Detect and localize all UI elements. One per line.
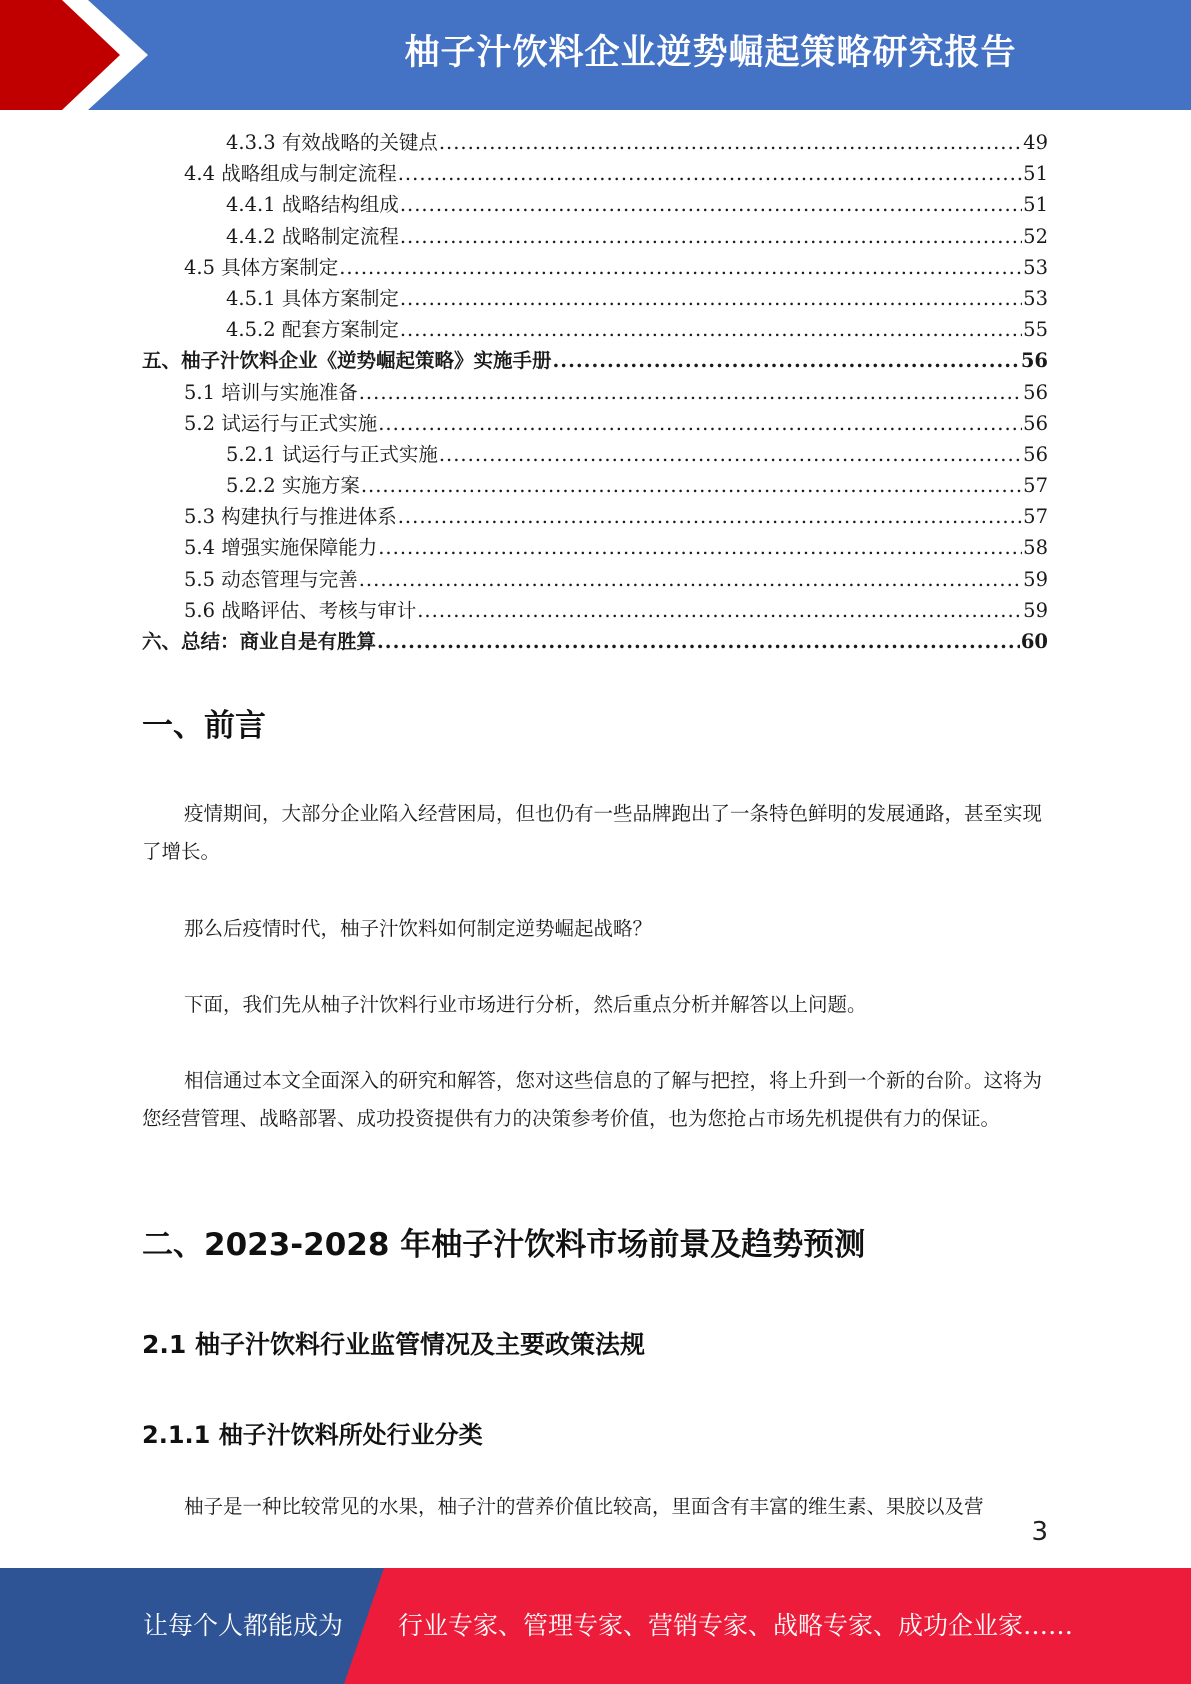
toc-entry-page: 57 — [1023, 505, 1048, 529]
toc-entry[interactable] — [142, 158, 1048, 189]
toc-entry[interactable] — [142, 626, 1048, 657]
toc-entry-label: 六、总结：商业自是有胜算 — [142, 630, 377, 653]
toc-entry[interactable] — [142, 595, 1048, 626]
toc-entry-page: 49 — [1023, 131, 1048, 154]
toc-entry-page: 56 — [1023, 411, 1048, 435]
page-number: 3 — [1031, 1517, 1048, 1547]
toc-entry-page: 53 — [1023, 286, 1048, 310]
toc-dot-leader — [361, 470, 1022, 501]
toc-entry[interactable] — [142, 564, 1048, 595]
toc-dot-leader — [398, 501, 1022, 532]
section-heading-market-outlook: 二、2023-2028 年柚子汁饮料市场前景及趋势预测 — [142, 1227, 866, 1263]
toc-entry-page: 59 — [1023, 567, 1048, 591]
toc-entry-page: 56 — [1020, 349, 1048, 373]
toc-entry-page: 51 — [1023, 193, 1048, 217]
toc-entry-page: 55 — [1023, 318, 1048, 342]
toc-entry-label: 5.3 构建执行与推进体系 — [184, 505, 397, 529]
toc-dot-leader — [553, 345, 1020, 376]
footer-slogan-left: 让每个人都能成为 — [143, 1611, 344, 1640]
toc-entry[interactable] — [142, 221, 1048, 252]
toc-dot-leader — [359, 564, 1022, 595]
toc-dot-leader — [359, 377, 1022, 408]
toc-dot-leader — [378, 408, 1022, 439]
toc-entry[interactable] — [142, 377, 1048, 408]
toc-dot-leader — [377, 626, 1020, 657]
toc-entry-label: 五、柚子汁饮料企业《逆势崛起策略》实施手册 — [142, 349, 552, 373]
toc-entry[interactable] — [142, 252, 1048, 283]
toc-entry-label: 5.5 动态管理与完善 — [184, 567, 358, 591]
paragraph: 那么后疫情时代，柚子汁饮料如何制定逆势崛起战略？ — [184, 917, 653, 940]
toc-dot-leader — [400, 283, 1022, 314]
toc-entry-label: 4.5.1 具体方案制定 — [226, 286, 399, 310]
toc-entry-label: 4.4.1 战略结构组成 — [226, 193, 399, 217]
toc-entry-label: 4.4 战略组成与制定流程 — [184, 162, 397, 186]
toc-entry-page: 52 — [1023, 224, 1048, 248]
page-footer-banner — [0, 1568, 1191, 1684]
toc-entry-label: 5.2.2 实施方案 — [226, 474, 360, 498]
toc-dot-leader — [439, 127, 1022, 158]
toc-entry-label: 5.2 试运行与正式实施 — [184, 411, 378, 435]
toc-dot-leader — [400, 221, 1022, 252]
toc-entry[interactable] — [142, 532, 1048, 563]
toc-entry-page: 58 — [1023, 536, 1048, 560]
table-of-contents — [142, 127, 1048, 657]
toc-entry-page: 51 — [1023, 162, 1048, 186]
toc-entry[interactable] — [142, 501, 1048, 532]
toc-entry-page: 60 — [1020, 630, 1048, 653]
subsection-heading-regulation: 2.1 柚子汁饮料行业监管情况及主要政策法规 — [142, 1330, 645, 1359]
toc-dot-leader — [378, 532, 1022, 563]
toc-entry-label: 5.6 战略评估、考核与审计 — [184, 598, 417, 622]
section-heading-preface: 一、前言 — [142, 708, 266, 744]
toc-entry-label: 4.3.3 有效战略的关键点 — [226, 131, 438, 154]
paragraph: 相信通过本文全面深入的研究和解答，您对这些信息的了解与把控，将上升到一个新的台阶。这将为您经营管理、战略部署、成功投资提供有力的决策参考价值，也为您抢占市场先机提供有力的保证。 — [142, 1069, 1043, 1130]
toc-entry-label: 5.4 增强实施保障能力 — [184, 536, 378, 560]
page-header-banner — [0, 0, 1191, 110]
toc-dot-leader — [400, 189, 1022, 220]
paragraph: 柚子是一种比较常见的水果，柚子汁的营养价值比较高，里面含有丰富的维生素、果胶以及营 — [184, 1495, 984, 1518]
toc-entry-label: 4.5.2 配套方案制定 — [226, 318, 399, 342]
toc-dot-leader — [398, 158, 1022, 189]
toc-entry-label: 5.2.1 试运行与正式实施 — [226, 442, 438, 466]
paragraph: 下面，我们先从柚子汁饮料行业市场进行分析，然后重点分析并解答以上问题。 — [184, 993, 867, 1016]
toc-entry[interactable] — [142, 314, 1048, 345]
toc-entry[interactable] — [142, 439, 1048, 470]
toc-entry-label: 4.5 具体方案制定 — [184, 255, 339, 279]
toc-entry[interactable] — [142, 345, 1048, 376]
subsection-heading-industry-classification: 2.1.1 柚子汁饮料所处行业分类 — [142, 1421, 483, 1449]
toc-dot-leader — [417, 595, 1022, 626]
paragraph: 疫情期间，大部分企业陷入经营困局，但也仍有一些品牌跑出了一条特色鲜明的发展通路，甚至实现了增长。 — [142, 802, 1043, 863]
toc-dot-leader — [339, 252, 1022, 283]
toc-entry-label: 5.1 培训与实施准备 — [184, 380, 358, 404]
toc-entry[interactable] — [142, 189, 1048, 220]
toc-entry[interactable] — [142, 127, 1048, 158]
toc-entry-label: 4.4.2 战略制定流程 — [226, 224, 399, 248]
footer-slogan-right: 行业专家、管理专家、营销专家、战略专家、成功企业家…… — [398, 1611, 1074, 1640]
toc-entry[interactable] — [142, 283, 1048, 314]
toc-entry-page: 59 — [1023, 598, 1048, 622]
toc-entry-page: 56 — [1023, 442, 1048, 466]
toc-entry-page: 53 — [1023, 255, 1048, 279]
toc-dot-leader — [400, 314, 1022, 345]
document-title: 柚子汁饮料企业逆势崛起策略研究报告 — [404, 33, 1017, 73]
toc-entry-page: 57 — [1023, 474, 1048, 498]
toc-entry[interactable] — [142, 408, 1048, 439]
toc-entry[interactable] — [142, 470, 1048, 501]
toc-entry-page: 56 — [1023, 380, 1048, 404]
toc-dot-leader — [439, 439, 1022, 470]
